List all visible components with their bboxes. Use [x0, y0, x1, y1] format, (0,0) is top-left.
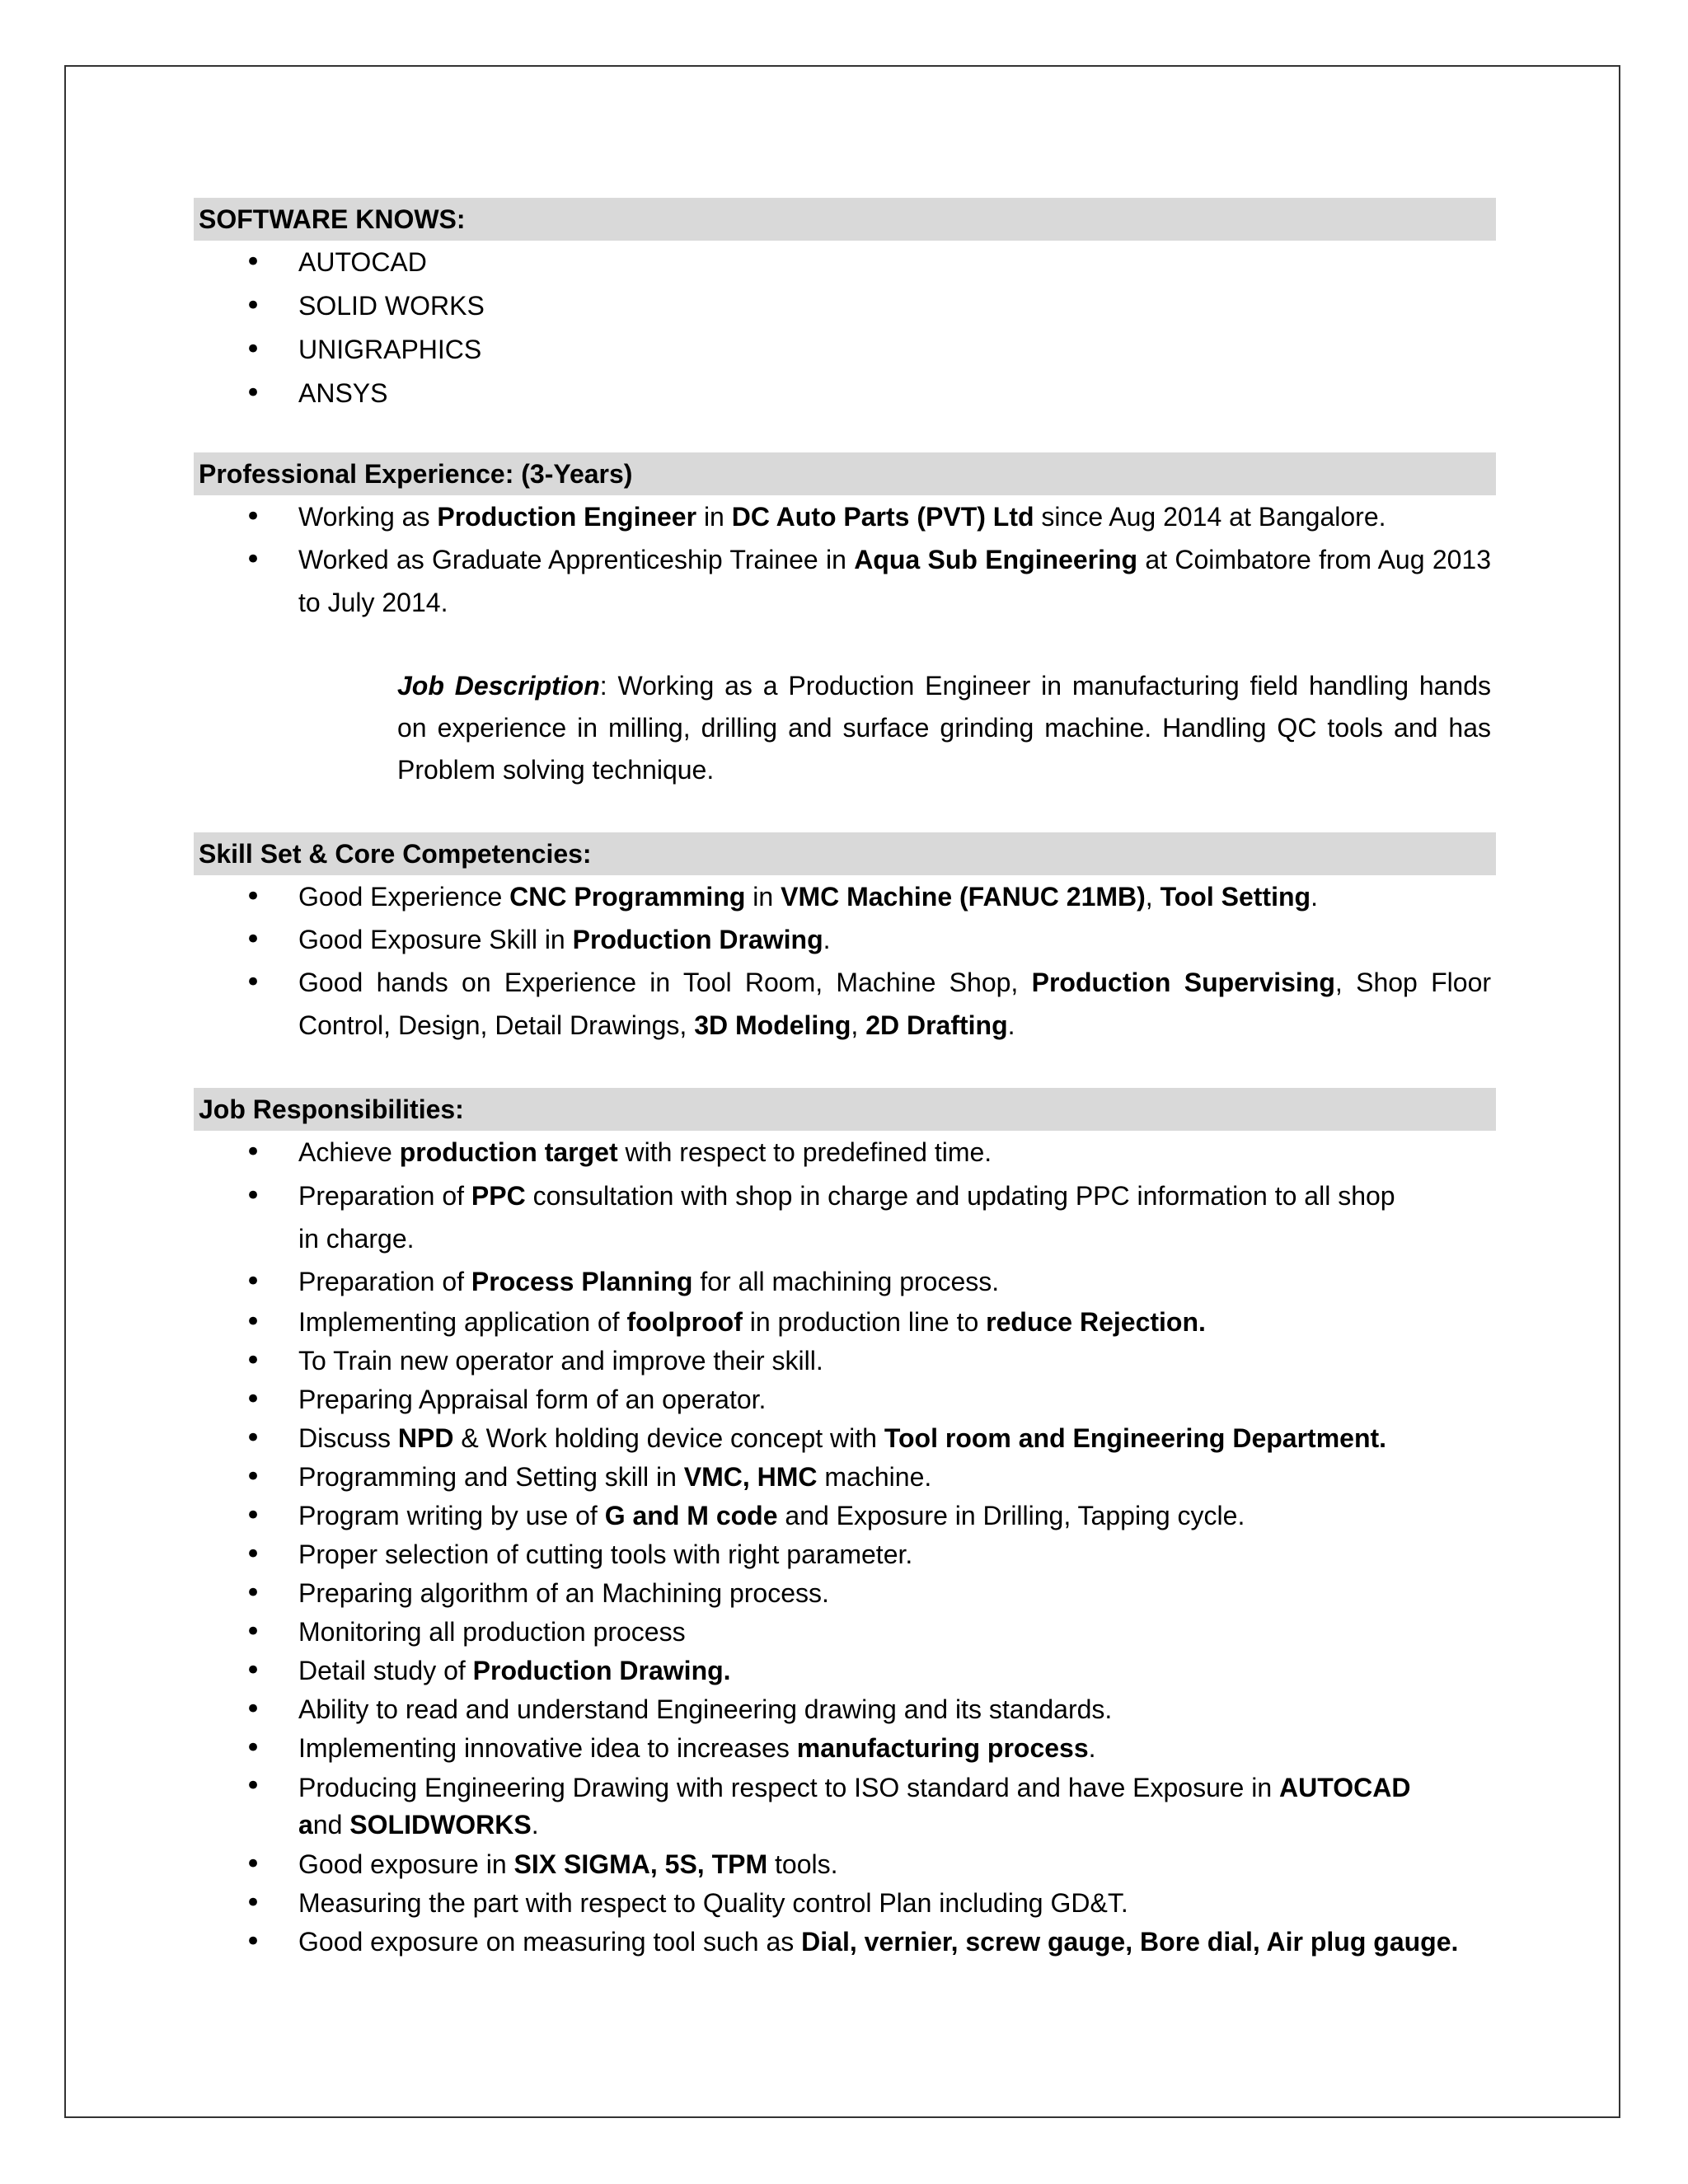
software-heading: SOFTWARE KNOWS:: [194, 198, 1496, 241]
list-item: • Measuring the part with respect to Quality control Plan including GD&T.: [194, 1884, 1496, 1923]
list-item: • ANSYS: [194, 372, 1496, 415]
list-item: • Implementing application of foolproof in production line to reduce Rejection.: [194, 1303, 1496, 1342]
list-item: • UNIGRAPHICS: [194, 328, 1496, 372]
list-item: • AUTOCAD: [194, 241, 1496, 284]
experience-list: [194, 495, 1496, 624]
list-item: • Detail study of Production Drawing.: [194, 1652, 1496, 1690]
list-item: • Achieve production target with respect to predefined time.: [194, 1131, 1496, 1174]
list-item: • Good exposure in SIX SIGMA, 5S, TPM tools.: [194, 1845, 1496, 1884]
list-item: • Producing Engineering Drawing with respect to ISO standard and have Exposure in AUTOCAD and SOLIDWORKS.: [194, 1768, 1496, 1845]
list-item: • Program writing by use of G and M code and Exposure in Drilling, Tapping cycle.: [194, 1497, 1496, 1535]
list-item: • Preparing Appraisal form of an operator.: [194, 1380, 1496, 1419]
experience-heading: Professional Experience: (3-Years): [194, 452, 1496, 495]
list-item: • Working as Production Engineer in DC Auto Parts (PVT) Ltd since Aug 2014 at Bangalore.: [194, 495, 1496, 538]
list-item: • Good Experience CNC Programming in VMC Machine (FANUC 21MB), Tool Setting.: [194, 875, 1496, 918]
list-item: • Implementing innovative idea to increases manufacturing process.: [194, 1729, 1496, 1768]
responsibilities-list: [194, 1131, 1496, 1961]
list-item: • Monitoring all production process: [194, 1613, 1496, 1652]
list-item: • Good exposure on measuring tool such as Dial, vernier, screw gauge, Bore dial, Air plug gauge.: [194, 1923, 1496, 1961]
list-item: • To Train new operator and improve their skill.: [194, 1342, 1496, 1380]
list-item: • Preparing algorithm of an Machining process.: [194, 1574, 1496, 1613]
job-description: Job Description: Working as a Production Engineer in manufacturing field handling hands on experience in milling, drilling and surface grinding machine. Handling QC tools and has Problem solving technique.: [397, 671, 1492, 785]
skills-list: [194, 875, 1496, 1047]
list-item: • Good hands on Experience in Tool Room, Machine Shop, Production Supervising, Shop Floor Control, Design, Detail Drawings, 3D Modeling, 2D Drafting.: [194, 961, 1496, 1047]
skills-heading: Skill Set & Core Competencies:: [194, 832, 1496, 875]
resume-content: [194, 198, 1496, 1961]
job-description-label: Job Description: [397, 671, 600, 701]
list-item: • Programming and Setting skill in VMC, HMC machine.: [194, 1458, 1496, 1497]
list-item: • Preparation of Process Planning for all machining process.: [194, 1260, 1496, 1303]
list-item: • Preparation of PPC consultation with shop in charge and updating PPC information to all shop in charge.: [194, 1174, 1496, 1260]
software-list: [194, 241, 1496, 415]
list-item: • Discuss NPD & Work holding device concept with Tool room and Engineering Department.: [194, 1419, 1496, 1458]
responsibilities-heading: Job Responsibilities:: [194, 1088, 1496, 1131]
list-item: • Good Exposure Skill in Production Drawing.: [194, 918, 1496, 961]
list-item: • Proper selection of cutting tools with right parameter.: [194, 1535, 1496, 1574]
list-item: • Worked as Graduate Apprenticeship Trainee in Aqua Sub Engineering at Coimbatore from Aug 2013 to July 2014.: [194, 538, 1496, 624]
list-item: • Ability to read and understand Engineering drawing and its standards.: [194, 1690, 1496, 1729]
list-item: • SOLID WORKS: [194, 284, 1496, 328]
